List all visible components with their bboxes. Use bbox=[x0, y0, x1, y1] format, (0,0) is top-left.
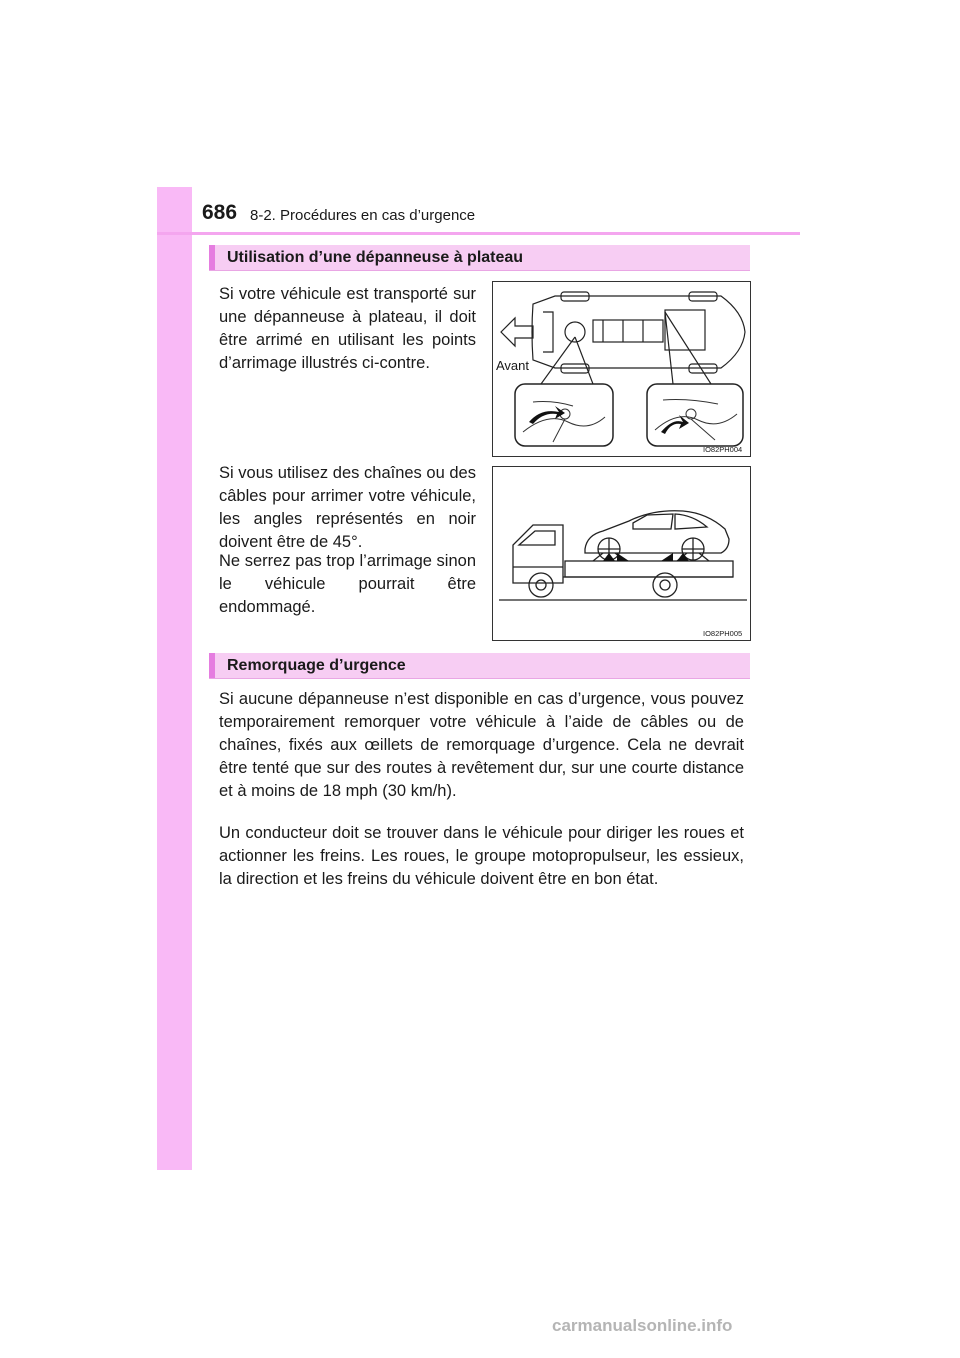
figure-code: IO82PH005 bbox=[703, 629, 743, 638]
paragraph-flatbed-intro: Si votre véhicule est transporté sur une dépanneuse à plateau, il doit être arrimé en utilisant les points d’arrimage illustrés ci-contre. bbox=[219, 285, 476, 372]
figure-code: IO82PH004 bbox=[703, 445, 743, 454]
heading-underline bbox=[209, 678, 750, 679]
section-title: Utilisation d’une dépanneuse à plateau bbox=[227, 249, 524, 266]
front-label: Avant bbox=[496, 358, 530, 373]
truck-diagram bbox=[493, 467, 750, 640]
heading-underline bbox=[209, 270, 750, 271]
underbody-diagram bbox=[493, 282, 750, 456]
header-rule bbox=[157, 232, 800, 235]
section-title: Remorquage d’urgence bbox=[227, 657, 406, 674]
chapter-title: 8-2. Procédures en cas d’urgence bbox=[250, 207, 476, 224]
section-heading-flatbed bbox=[209, 245, 750, 271]
paragraph-driver-required: Un conducteur doit se trouver dans le véhicule pour diriger les roues et actionner les freins. Les roues, le groupe motopropulseur, les essieux, la direction et les freins du véhicule doivent être en bon état. bbox=[219, 824, 744, 888]
site-watermark: carmanualsonline.info bbox=[552, 1316, 733, 1335]
heading-accent bbox=[209, 245, 215, 271]
paragraph-not-too-tight: Ne serrez pas trop l’arrimage sinon le véhicule pourrait être endommagé. bbox=[219, 552, 476, 616]
side-tab-bar bbox=[157, 187, 192, 1170]
figure-flatbed-truck bbox=[492, 466, 751, 641]
paragraph-emergency-towing: Si aucune dépanneuse n’est disponible en cas d’urgence, vous pouvez temporairement remorquer votre véhicule à l’aide de câbles ou de chaînes, fixés aux œillets de remorquage d’urgence. Cela ne devrait être tenté que sur des routes à revêtement dur, sur une courte distance et à moins de 18 mph (30 km/h). bbox=[219, 690, 744, 800]
heading-accent bbox=[209, 653, 215, 679]
figure-tie-down-points bbox=[492, 281, 751, 457]
page-number: 686 bbox=[202, 201, 238, 224]
paragraph-chains-angle: Si vous utilisez des chaînes ou des câbles pour arrimer votre véhicule, les angles représentés en noir doivent être de 45°. bbox=[219, 464, 476, 551]
section-heading-emergency-towing bbox=[209, 653, 750, 679]
